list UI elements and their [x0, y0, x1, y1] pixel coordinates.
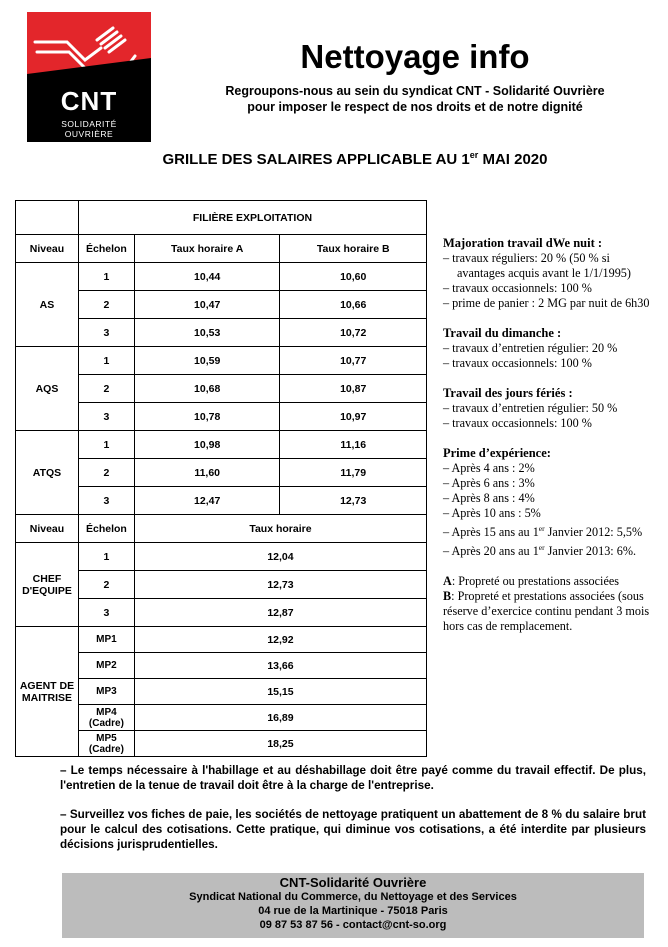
- col-taux-b: Taux horaire B: [280, 235, 427, 263]
- echelon-cell: 3: [78, 599, 134, 627]
- level-name-line: D'EQUIPE: [22, 584, 72, 597]
- level-name-line: CHEF: [32, 572, 62, 585]
- side-info: [443, 236, 658, 634]
- rate-cell: 15,15: [134, 679, 426, 705]
- echelon-cell: 1: [78, 263, 134, 291]
- list-item: – Après 15 ans au 1er Janvier 2012: 5,5%: [443, 524, 643, 540]
- rate-cell: 12,73: [134, 571, 426, 599]
- list-item: – Après 6 ans : 3%: [443, 476, 535, 490]
- section-title: Majoration travail dWe nuit :: [443, 236, 603, 250]
- echelon-cell: 3: [78, 319, 134, 347]
- table-corner: [16, 201, 79, 235]
- table-row: [16, 347, 427, 375]
- echelon-cell: 2: [78, 375, 134, 403]
- rate-a-cell: 10,68: [134, 375, 280, 403]
- list-item: – travaux d’entretien régulier: 50 %: [443, 401, 618, 415]
- col-niveau: Niveau: [16, 235, 79, 263]
- footer-line-2: Syndicat National du Commerce, du Nettoyage et des Services: [189, 891, 517, 903]
- echelon-cell: MP5 (Cadre): [78, 731, 134, 757]
- level-name: ATQS: [16, 431, 79, 515]
- rate-cell: 12,87: [134, 599, 426, 627]
- rate-a-cell: 10,47: [134, 291, 280, 319]
- list-item: – Après 4 ans : 2%: [443, 461, 535, 475]
- col-echelon: Échelon: [78, 235, 134, 263]
- logo-sub-solidarite: SOLIDARITÉ: [61, 119, 117, 129]
- col-taux-a: Taux horaire A: [134, 235, 280, 263]
- rate-b-cell: 12,73: [280, 487, 427, 515]
- list-item: – Après 20 ans au 1er Janvier 2013: 6%.: [443, 543, 637, 559]
- section-experience: [443, 446, 658, 559]
- col-niveau-2: Niveau: [16, 515, 79, 543]
- level-name-line: AGENT DE: [19, 679, 75, 692]
- subtitle-line-2: pour imposer le respect de nos droits et de notre dignité: [247, 100, 583, 114]
- grid-title: GRILLE DES SALAIRES APPLICABLE AU 1er MAI 2020: [162, 150, 548, 168]
- footer-org: CNT-Solidarité Ouvrière: [279, 875, 427, 890]
- table-row: [16, 543, 427, 571]
- rate-a-cell: 10,78: [134, 403, 280, 431]
- level-name-line: MAITRISE: [21, 691, 73, 704]
- echelon-cell: MP2: [78, 653, 134, 679]
- echelon-cell: 1: [78, 543, 134, 571]
- rate-b-cell: 10,60: [280, 263, 427, 291]
- table-header-row-2: [16, 515, 427, 543]
- legend: [443, 574, 658, 634]
- rate-b-cell: 10,87: [280, 375, 427, 403]
- list-item: – travaux d’entretien régulier: 20 %: [443, 341, 618, 355]
- echelon-cell: 3: [78, 403, 134, 431]
- echelon-cell: 2: [78, 291, 134, 319]
- page-title: Nettoyage info: [300, 38, 530, 75]
- section-title: Travail du dimanche :: [443, 326, 562, 340]
- section-dimanche: [443, 326, 658, 371]
- notes: [60, 763, 646, 866]
- footer-contact: [62, 873, 644, 938]
- table-row: [16, 627, 427, 653]
- section-nuit: [443, 236, 658, 311]
- level-name: AS: [16, 263, 79, 347]
- level-name-agent: [16, 627, 79, 757]
- list-item: – prime de panier : 2 MG par nuit de 6h30: [443, 296, 650, 310]
- section-feries: [443, 386, 658, 431]
- rate-b-cell: 10,72: [280, 319, 427, 347]
- filiere-header: FILIÈRE EXPLOITATION: [78, 201, 426, 235]
- cnt-logo: [27, 12, 151, 142]
- table-header-row: [16, 235, 427, 263]
- list-item: – travaux occasionnels: 100 %: [443, 356, 592, 370]
- section-title: Prime d’expérience:: [443, 446, 551, 460]
- rate-a-cell: 10,44: [134, 263, 280, 291]
- table-row: [16, 263, 427, 291]
- logo-sub-ouvriere: OUVRIÈRE: [64, 129, 114, 139]
- legend-a: A: Propreté ou prestations associées: [443, 574, 620, 589]
- col-taux-horaire: Taux horaire: [134, 515, 426, 543]
- echelon-cell: MP3: [78, 679, 134, 705]
- rate-cell: 18,25: [134, 731, 426, 757]
- echelon-cell: 1: [78, 347, 134, 375]
- echelon-cell: MP4 (Cadre): [78, 705, 134, 731]
- rate-a-cell: 12,47: [134, 487, 280, 515]
- list-item: – travaux réguliers: 20 % (50 % si avantages acquis avant le 1/1/1995): [443, 251, 631, 280]
- rate-cell: 16,89: [134, 705, 426, 731]
- echelon-cell: 2: [78, 571, 134, 599]
- footer-address: 04 rue de la Martinique - 75018 Paris: [258, 905, 448, 917]
- rate-cell: 13,66: [134, 653, 426, 679]
- table-row: [16, 431, 427, 459]
- rate-a-cell: 10,53: [134, 319, 280, 347]
- subtitle-line-1: Regroupons-nous au sein du syndicat CNT - Solidarité Ouvrière: [225, 84, 605, 98]
- footer-contact-line: 09 87 53 87 56 - contact@cnt-so.org: [259, 919, 447, 931]
- list-item: – travaux occasionnels: 100 %: [443, 281, 592, 295]
- logo-name: CNT: [60, 86, 118, 116]
- rate-b-cell: 11,79: [280, 459, 427, 487]
- list-item: – Après 10 ans : 5%: [443, 506, 541, 520]
- level-name: AQS: [16, 347, 79, 431]
- rate-b-cell: 11,16: [280, 431, 427, 459]
- list-item: – travaux occasionnels: 100 %: [443, 416, 592, 430]
- rate-b-cell: 10,77: [280, 347, 427, 375]
- echelon-cell: 2: [78, 459, 134, 487]
- echelon-cell: 1: [78, 431, 134, 459]
- rate-b-cell: 10,66: [280, 291, 427, 319]
- col-echelon-2: Échelon: [78, 515, 134, 543]
- legend-b: B: Propreté et prestations associées (sous réserve d’exercice continu pendant 3 mois hors cas de remplacement.: [443, 589, 650, 634]
- raised-fists-icon: [27, 12, 151, 86]
- note-fiches-paie: – Surveillez vos fiches de paie, les sociétés de nettoyage pratiquent un abattement de 8 % du salaire brut pour le calcul des cotisations. Cette pratique, qui diminue vos cotisations, a été interdite par plusieurs décisions jurisprudentielles.: [60, 808, 646, 851]
- rate-b-cell: 10,97: [280, 403, 427, 431]
- rate-a-cell: 11,60: [134, 459, 280, 487]
- level-name-chef: [16, 543, 79, 627]
- rate-a-cell: 10,98: [134, 431, 280, 459]
- rate-cell: 12,04: [134, 543, 426, 571]
- section-title: Travail des jours fériés :: [443, 386, 573, 400]
- echelon-cell: 3: [78, 487, 134, 515]
- rate-cell: 12,92: [134, 627, 426, 653]
- echelon-cell: MP1: [78, 627, 134, 653]
- note-habillage: – Le temps nécessaire à l'habillage et au déshabillage doit être payé comme du travail effectif. De plus, l'entretien de la tenue de travail doit être à la charge de l'entreprise.: [60, 764, 646, 792]
- rate-a-cell: 10,59: [134, 347, 280, 375]
- salary-table: [15, 200, 427, 757]
- list-item: – Après 8 ans : 4%: [443, 491, 535, 505]
